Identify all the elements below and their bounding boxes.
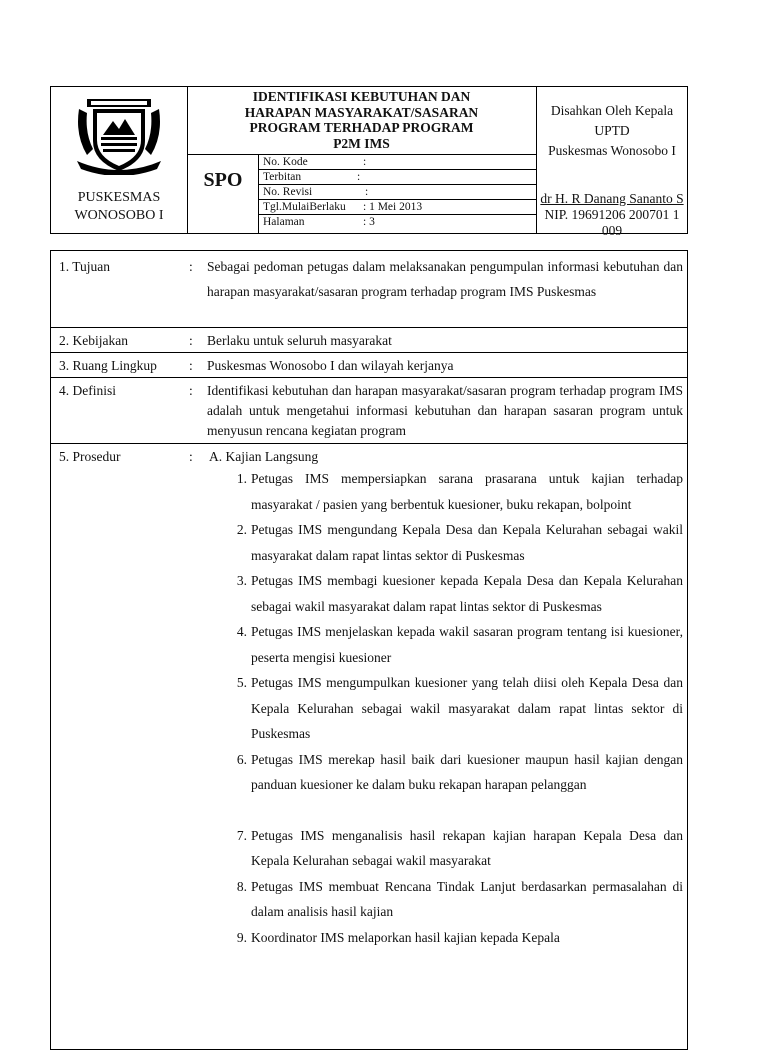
meta-row-terbitan — [259, 170, 536, 185]
procedure-step — [225, 874, 683, 925]
procedure-step — [225, 823, 683, 874]
meta-label: Terbitan — [263, 171, 302, 183]
meta-row-halaman — [259, 215, 536, 230]
step-text: Petugas IMS menjelaskan kepada wakil sasaran program tentang isi kuesioner, peserta mengisi kuesioner — [251, 624, 683, 665]
section-label: 3. Ruang Lingkup — [59, 358, 157, 373]
procedure-step — [225, 925, 683, 951]
title-line: PROGRAM TERHADAP PROGRAM — [249, 120, 474, 135]
step-number: 7. — [236, 827, 247, 843]
step-text: Petugas IMS mempersiapkan sarana prasarana untuk kajian terhadap masyarakat / pasien yang berbentuk kuesioner, buku rekapan, bolpoint — [251, 471, 683, 512]
procedure-step — [225, 517, 683, 568]
step-text: Koordinator IMS melaporkan hasil kajian kepada Kepala — [251, 929, 560, 945]
document-title-cell — [187, 87, 537, 155]
step-number: 8. — [236, 878, 247, 894]
meta-row-revisi — [259, 185, 536, 200]
wonosobo-emblem-icon — [73, 95, 165, 175]
section-label: 4. Definisi — [59, 383, 116, 398]
meta-label: Tgl.MulaiBerlaku — [263, 201, 346, 213]
procedure-step — [225, 670, 683, 747]
meta-value: : — [363, 156, 367, 168]
signer-nip: NIP. 19691206 200701 1 009 — [544, 207, 680, 238]
procedure-step — [225, 568, 683, 619]
section-text: Sebagai pedoman petugas dalam melaksanakan pengumpulan informasi kebutuhan dan harapan masyarakat/sasaran program terhadap program IMS Puskesmas — [207, 259, 683, 299]
spo-label: SPO — [203, 169, 243, 191]
section-label: 2. Kebijakan — [59, 333, 128, 348]
document-title — [187, 87, 536, 151]
signer-name: dr H. R Danang Sananto S — [540, 191, 684, 206]
procedure-step — [225, 747, 683, 798]
section-colon: : — [189, 383, 193, 398]
section-ruang-lingkup — [51, 353, 687, 378]
step-number: 4. — [236, 624, 247, 639]
meta-value: : 1 Mei 2013 — [363, 201, 423, 213]
meta-label: No. Kode — [263, 156, 308, 168]
section-text: Puskesmas Wonosobo I dan wilayah kerjanya — [207, 358, 454, 373]
section-colon: : — [189, 333, 193, 348]
approval-text — [537, 101, 687, 161]
procedure-table — [50, 250, 688, 1050]
meta-label: No. Revisi — [263, 186, 313, 198]
section-colon: : — [189, 259, 193, 274]
org-name-line2: WONOSOBO I — [74, 208, 164, 223]
spo-cell — [187, 155, 259, 233]
section-text: Berlaku untuk seluruh masyarakat — [207, 333, 392, 348]
step-text: Petugas IMS membagi kuesioner kepada Kepala Desa dan Kepala Kelurahan sebagai wakil masyarakat dalam rapat lintas sektor di Puskesmas — [251, 573, 683, 614]
meta-value: : — [365, 186, 369, 198]
document-header — [50, 86, 688, 238]
section-colon: : — [189, 449, 193, 464]
meta-row-kode — [259, 155, 536, 170]
title-line: HARAPAN MASYARAKAT/SASARAN — [244, 104, 479, 120]
meta-value: : — [357, 171, 361, 183]
step-number: 9. — [236, 929, 247, 945]
procedure-step — [225, 466, 683, 517]
step-text: Petugas IMS mengundang Kepala Desa dan Kepala Kelurahan sebagai wakil masyarakat dalam rapat lintas sektor di Puskesmas — [251, 522, 683, 563]
approval-line2: Puskesmas Wonosobo I — [548, 143, 676, 158]
section-prosedur — [51, 444, 687, 1049]
approval-cell — [537, 87, 687, 238]
section-tujuan — [51, 251, 687, 328]
document-meta-table — [259, 155, 537, 233]
step-text: Petugas IMS membuat Rencana Tindak Lanjut berdasarkan permasalahan di dalam analisis hasil kajian — [251, 878, 683, 919]
org-name-line1: PUSKESMAS — [77, 190, 161, 205]
organization-name — [51, 189, 187, 225]
step-number: 3. — [236, 573, 247, 588]
logo-cell — [51, 87, 188, 233]
step-text: Petugas IMS merekap hasil baik dari kuesioner maupun hasil kajian dengan panduan kuesioner ke dalam buku rekapan harapan pelanggan — [251, 751, 683, 792]
procedure-step — [225, 619, 683, 670]
step-text: Petugas IMS menganalisis hasil rekapan kajian harapan Kepala Desa dan Kepala Kelurahan sebagai wakil masyarakat — [251, 827, 683, 868]
meta-value: : 3 — [363, 216, 375, 228]
section-label: 5. Prosedur — [59, 449, 121, 464]
step-text: Petugas IMS mengumpulkan kuesioner yang telah diisi oleh Kepala Desa dan Kepala Kelurahan sebagai wakil masyarakat dalam rapat lintas sektor di Puskesmas — [251, 675, 683, 741]
approval-line1: Disahkan Oleh Kepala UPTD — [550, 103, 674, 138]
section-text: Identifikasi kebutuhan dan harapan masyarakat/sasaran program terhadap program IMS adalah untuk mengetahui informasi kebutuhan dan harapan sasaran program untuk menyusun rencana kegiatan program — [207, 383, 683, 438]
section-colon: : — [189, 358, 193, 373]
step-number: 6. — [236, 751, 247, 767]
title-line: P2M IMS — [333, 135, 390, 151]
step-number: 5. — [236, 675, 247, 690]
step-number: 1. — [236, 471, 247, 486]
meta-label: Halaman — [263, 216, 305, 228]
procedure-steps — [225, 466, 683, 950]
section-definisi — [51, 378, 687, 444]
procedure-subheading: A. Kajian Langsung — [209, 449, 319, 464]
signatory — [537, 191, 687, 239]
section-kebijakan — [51, 328, 687, 353]
step-number: 2. — [236, 522, 247, 537]
title-line: IDENTIFIKASI KEBUTUHAN DAN — [252, 89, 471, 104]
meta-row-tanggal — [259, 200, 536, 215]
section-label: 1. Tujuan — [59, 259, 111, 274]
